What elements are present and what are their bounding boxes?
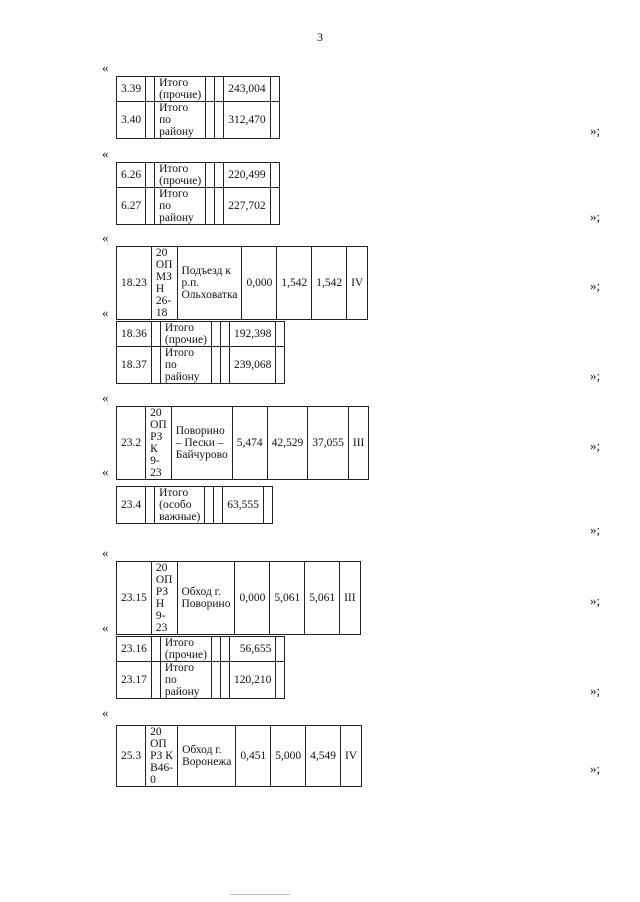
start-km-cell: 0,451 — [236, 726, 271, 787]
end-km-cell: 5,000 — [271, 726, 306, 787]
table-row — [117, 188, 280, 225]
road-code-cell — [151, 662, 160, 699]
road-code-cell: 20 ОП РЗ К 9-23 — [146, 407, 172, 480]
open-quote: « — [102, 60, 109, 75]
start-km-cell — [211, 347, 220, 384]
road-category-cell — [263, 487, 272, 524]
length-km-cell: 56,655 — [229, 637, 275, 662]
row-number-cell: 23.2 — [117, 407, 146, 480]
length-km-cell: 1,542 — [312, 247, 347, 320]
close-quote: »; — [590, 438, 601, 453]
row-number-cell: 3.40 — [117, 102, 146, 139]
table-row — [117, 662, 285, 699]
end-km-cell — [220, 347, 229, 384]
row-number-cell: 23.17 — [117, 662, 152, 699]
length-km-cell: 243,004 — [224, 77, 270, 102]
end-km-cell — [220, 637, 229, 662]
length-km-cell: 227,702 — [224, 188, 270, 225]
road-code-cell — [146, 77, 155, 102]
road-name-cell: Обход г. Поворино — [177, 562, 235, 635]
end-km-cell: 5,061 — [270, 562, 305, 635]
open-quote: « — [102, 230, 109, 245]
road-code-cell — [146, 102, 155, 139]
road-code-cell — [146, 163, 155, 188]
road-code-cell: 20 ОП РЗ Н 9-23 — [151, 562, 177, 635]
table-row — [117, 102, 280, 139]
road-name-cell: Итого по району — [160, 662, 211, 699]
close-quote: »; — [590, 683, 601, 698]
length-km-cell: 37,055 — [308, 407, 349, 480]
road-table — [116, 561, 361, 635]
close-quote: »; — [590, 278, 601, 293]
open-quote: « — [102, 390, 109, 405]
table-row — [117, 347, 285, 384]
road-name-cell: Итого по району — [155, 188, 206, 225]
road-name-cell: Итого (особо важные) — [155, 487, 205, 524]
road-code-cell — [146, 487, 155, 524]
table-row — [117, 77, 280, 102]
start-km-cell: 5,474 — [232, 407, 267, 480]
footer-scan-line — [230, 894, 290, 895]
road-name-cell: Итого по району — [160, 347, 211, 384]
open-quote: « — [102, 620, 109, 635]
table-row — [117, 407, 369, 480]
road-category-cell — [270, 77, 279, 102]
table-row — [117, 637, 285, 662]
length-km-cell: 4,549 — [306, 726, 341, 787]
start-km-cell: 0,000 — [235, 562, 270, 635]
road-name-cell: Подъезд к р.п. Ольховатка — [177, 247, 242, 320]
table-row — [117, 726, 362, 787]
road-table — [116, 636, 285, 699]
end-km-cell — [215, 102, 224, 139]
page-number: 3 — [317, 30, 323, 44]
road-category-cell — [276, 637, 285, 662]
start-km-cell — [206, 77, 215, 102]
start-km-cell — [211, 637, 220, 662]
end-km-cell — [215, 188, 224, 225]
road-code-cell — [146, 188, 155, 225]
road-name-cell: Итого по району — [155, 102, 206, 139]
open-quote: « — [102, 545, 109, 560]
road-category-cell — [276, 322, 285, 347]
close-quote: »; — [590, 368, 601, 383]
road-table — [116, 406, 369, 480]
start-km-cell — [211, 322, 220, 347]
open-quote: « — [102, 146, 109, 161]
row-number-cell: 25.3 — [117, 726, 146, 787]
end-km-cell — [215, 163, 224, 188]
row-number-cell: 6.26 — [117, 163, 146, 188]
close-quote: »; — [590, 123, 601, 138]
table-row — [117, 322, 285, 347]
row-number-cell: 18.23 — [117, 247, 152, 320]
road-code-cell: 20 ОП РЗ К В46-0 — [146, 726, 178, 787]
length-km-cell: 239,068 — [229, 347, 275, 384]
row-number-cell: 18.37 — [117, 347, 152, 384]
row-number-cell: 3.39 — [117, 77, 146, 102]
row-number-cell: 23.4 — [117, 487, 146, 524]
length-km-cell: 63,555 — [223, 487, 264, 524]
road-table — [116, 725, 362, 787]
start-km-cell — [205, 487, 214, 524]
row-number-cell: 23.15 — [117, 562, 152, 635]
open-quote: « — [102, 305, 109, 320]
length-km-cell: 192,398 — [229, 322, 275, 347]
end-km-cell — [215, 77, 224, 102]
close-quote: »; — [590, 209, 601, 224]
road-category-cell — [270, 102, 279, 139]
length-km-cell: 120,210 — [229, 662, 275, 699]
road-code-cell — [151, 347, 160, 384]
start-km-cell — [206, 188, 215, 225]
length-km-cell: 312,470 — [224, 102, 270, 139]
road-table — [116, 76, 280, 139]
road-code-cell — [151, 637, 160, 662]
close-quote: »; — [590, 593, 601, 608]
start-km-cell — [206, 102, 215, 139]
start-km-cell: 0,000 — [242, 247, 277, 320]
road-table — [116, 486, 273, 524]
road-table — [116, 246, 368, 320]
road-name-cell: Поворино – Пески – Байчурово — [171, 407, 232, 480]
table-row — [117, 562, 361, 635]
table-row — [117, 487, 273, 524]
length-km-cell: 5,061 — [305, 562, 340, 635]
table-row — [117, 163, 280, 188]
road-name-cell: Итого (прочие) — [160, 637, 211, 662]
close-quote: »; — [590, 761, 601, 776]
road-name-cell: Итого (прочие) — [155, 163, 206, 188]
road-category-cell — [270, 188, 279, 225]
row-number-cell: 18.36 — [117, 322, 152, 347]
road-name-cell: Обход г. Воронежа — [178, 726, 236, 787]
open-quote: « — [102, 705, 109, 720]
end-km-cell: 42,529 — [267, 407, 308, 480]
road-name-cell: Итого (прочие) — [155, 77, 206, 102]
road-category-cell — [270, 163, 279, 188]
length-km-cell: 220,499 — [224, 163, 270, 188]
row-number-cell: 23.16 — [117, 637, 152, 662]
end-km-cell — [220, 662, 229, 699]
road-code-cell: 20 ОП МЗ Н 26-18 — [151, 247, 177, 320]
start-km-cell — [211, 662, 220, 699]
open-quote: « — [102, 464, 109, 479]
start-km-cell — [206, 163, 215, 188]
end-km-cell: 1,542 — [277, 247, 312, 320]
close-quote: »; — [590, 522, 601, 537]
row-number-cell: 6.27 — [117, 188, 146, 225]
road-table — [116, 321, 285, 384]
road-name-cell: Итого (прочие) — [160, 322, 211, 347]
road-category-cell: IV — [340, 726, 361, 787]
table-row — [117, 247, 368, 320]
road-table — [116, 162, 280, 225]
road-code-cell — [151, 322, 160, 347]
road-category-cell — [276, 662, 285, 699]
road-category-cell — [276, 347, 285, 384]
road-category-cell: IV — [347, 247, 368, 320]
road-category-cell: III — [340, 562, 361, 635]
end-km-cell — [220, 322, 229, 347]
end-km-cell — [214, 487, 223, 524]
road-category-cell: III — [348, 407, 369, 480]
